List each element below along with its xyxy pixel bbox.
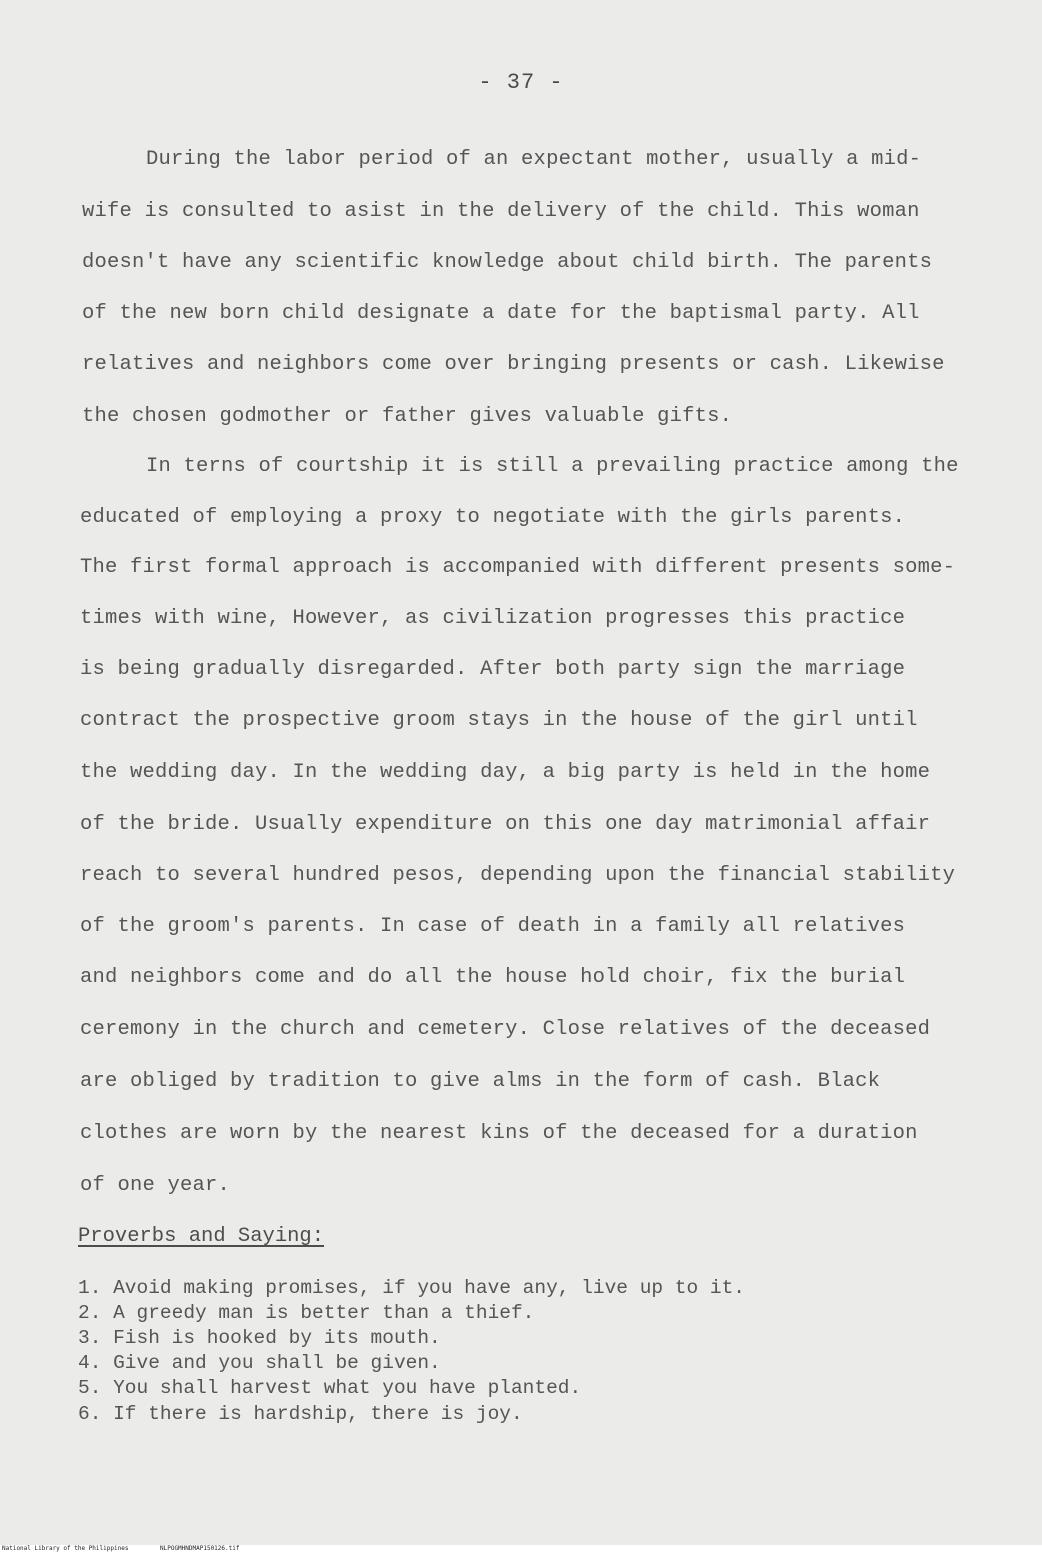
- proverbs-heading: Proverbs and Saying:: [78, 1225, 325, 1248]
- text-line: The first formal approach is accompanied with different presents some-: [80, 556, 956, 579]
- text-line: doesn't have any scientific knowledge about child birth. The parents: [82, 251, 933, 274]
- text-line: reach to several hundred pesos, depending upon the financial stability: [80, 864, 956, 887]
- text-line: times with wine, However, as civilization progresses this practice: [80, 607, 906, 630]
- text-line: of the groom's parents. In case of death in a family all relatives: [80, 915, 906, 938]
- text-line: contract the prospective groom stays in the house of the girl until: [80, 709, 918, 732]
- text-line: of one year.: [80, 1174, 231, 1197]
- text-line: In terns of courtship it is still a prevailing practice among the: [146, 455, 959, 478]
- footer-filename: NLPOGMHNDMAP150126.tif: [160, 1545, 240, 1552]
- text-line: of the new born child designate a date for the baptismal party. All: [82, 302, 920, 325]
- proverb-item: 3. Fish is hooked by its mouth.: [78, 1327, 441, 1349]
- scan-footer: [0, 1545, 1042, 1553]
- proverb-item: 6. If there is hardship, there is joy.: [78, 1403, 523, 1425]
- proverb-item: 4. Give and you shall be given.: [78, 1352, 441, 1374]
- text-line: the wedding day. In the wedding day, a big party is held in the home: [80, 761, 931, 784]
- text-line: the chosen godmother or father gives valuable gifts.: [82, 405, 733, 428]
- text-line: are obliged by tradition to give alms in the form of cash. Black: [80, 1070, 881, 1093]
- text-line: ceremony in the church and cemetery. Close relatives of the deceased: [80, 1018, 931, 1041]
- text-line: clothes are worn by the nearest kins of the deceased for a duration: [80, 1122, 918, 1145]
- text-line: educated of employing a proxy to negotiate with the girls parents.: [80, 506, 906, 529]
- text-line: and neighbors come and do all the house hold choir, fix the burial: [80, 966, 906, 989]
- proverb-item: 1. Avoid making promises, if you have any, live up to it.: [78, 1277, 746, 1299]
- text-line: is being gradually disregarded. After both party sign the marriage: [80, 658, 906, 681]
- text-line: of the bride. Usually expenditure on this one day matrimonial affair: [80, 813, 931, 836]
- text-line: wife is consulted to asist in the delivery of the child. This woman: [82, 200, 920, 223]
- text-line: During the labor period of an expectant mother, usually a mid-: [146, 148, 922, 171]
- page-number: - 37 -: [478, 70, 564, 95]
- proverb-item: 2. A greedy man is better than a thief.: [78, 1302, 535, 1324]
- footer-library: National Library of the Philippines: [2, 1545, 129, 1552]
- proverb-item: 5. You shall harvest what you have planted.: [78, 1377, 582, 1399]
- text-line: relatives and neighbors come over bringing presents or cash. Likewise: [82, 353, 945, 376]
